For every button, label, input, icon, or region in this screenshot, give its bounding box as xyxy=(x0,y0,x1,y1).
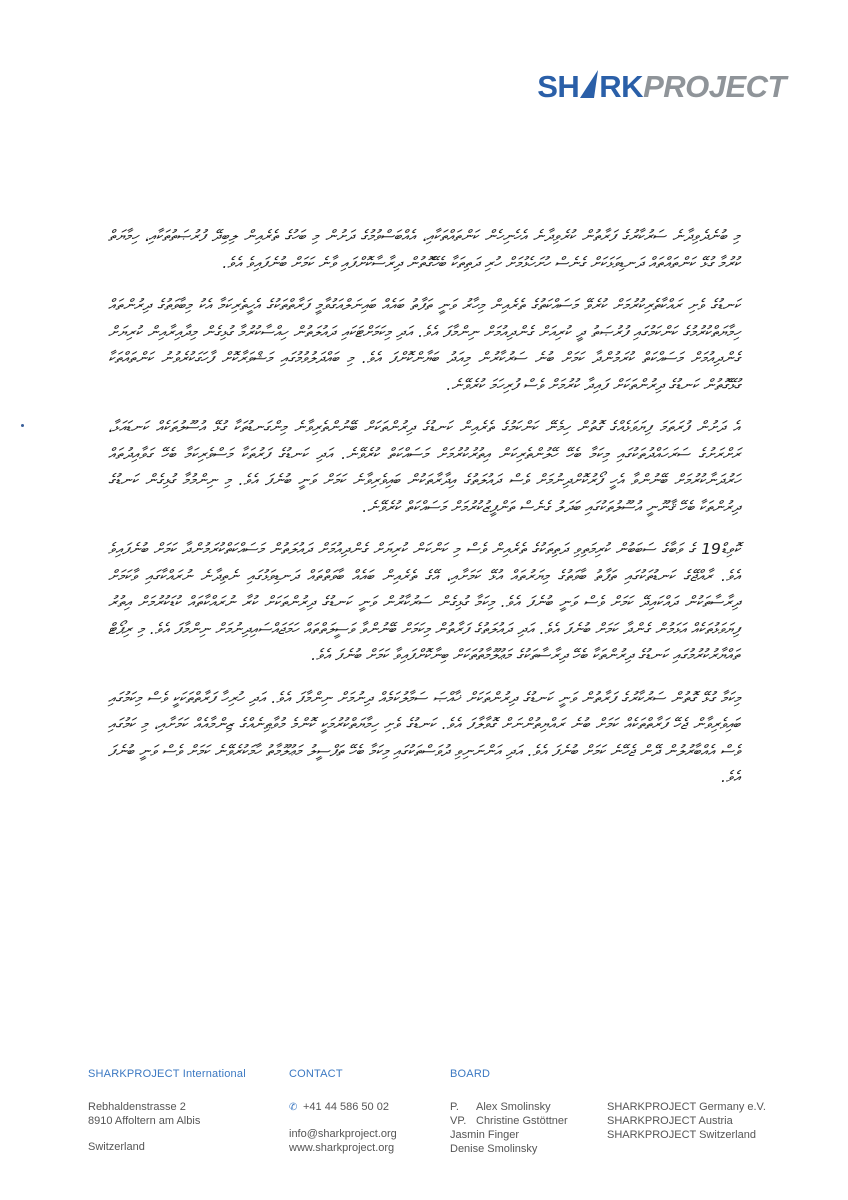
sharkproject-logo xyxy=(537,66,786,104)
paragraph: އެ ދަށުން ފުރަތަމަ ފިޔަވަޅެއްގެ ގޮތުން ހިމެނޭ ކަންކަމުގެ ތެރެއިން ކަނޑުގެ ދިރުންތަކަށް ބޭނުންތެރިވާނެ މިންގަނޑުތަކާ ގުޅޭ އުސޫލުތަކެއް ކަނޑައަޅާ، ރަށްރަށުގެ ސަރަހައްދުތަކުގައި މިކަމާ ބެހޭ ހޭލުންތެރިކަން އިތުރުކުރުމަށް މަސައްކަތް ކުރެވޭނެ. އަދި ކަނޑުގެ ފަރުތަކާ މަސްވެރިކަމާ ބެހޭ ގަވާއިދުތައް ހަރުދަނާކުރުމަށް ބޭނުންވާ އެހީ ފޯރުކޮށްދިނުމަށް ވެސް ދައުލަތުގެ އިދާރާތަކުން ބައިވެރިވާނެ ކަމަށް ވަނީ ބުނެފަ އެވެ. މި ނިންމުމާ ގުޅިގެން ކަނޑުގެ ދިރުންތަކާ ބެހޭ ޤާނޫނީ އުސޫލުތަކުގައި ބަދަލު ގެނެސް ތަންފީޒުކުރުމަށް މަސައްކަތް ކުރެވޭނެ. xyxy=(108,418,740,516)
footer-board-heading: BOARD xyxy=(450,1068,491,1080)
footer-contact-column xyxy=(289,1068,397,1155)
paragraph: ކަނޑުގެ ވެށި ރައްކާތެރިކުރުމަށް ކުރެވޭ މަސައްކަތުގެ ތެރެއިން މިހާރު ވަނީ ތަފާތު ބައެއް ބައިނަލްއަގުވާމީ ފަރާތްތަކުގެ އެހީތެރިކަމާ އެކު މިބާވަތުގެ ދިރުންތައް ހިމާޔަތްކުރުމުގެ ކަންކަމުގައި ފުރުޞަތު ދީ ކުރިއަށް ގެންދިއުމަށް ނިންމާފަ އެވެ. އަދި މިކަމަށްޓަކައި ދައުލަތުން ހިއްސާކުރުމާ ގުޅިގެން މިދާއިރާއިން ކުރިޔަށް ގެންދިއުމަށް މަސައްކަތް ކުރަމުންދާ ކަމަށް ބުނެ ސަރުކާރުން މިއަދު ބަޔާންކޮށްފަ އެވެ. މި ބައްދަލުވުމުގައި މަޝްވަރާކޮށް ފާހަގަކުރެވުނު ކަންތައްތަކާ ގުޅޭގޮތުން ކަނޑުގެ ދިރުންތަކަށް ފައިދާ ކުރުމަށް ވެސް ފުރިހަމަ ކުރެވޭނެ. xyxy=(108,296,740,394)
logo-text-rk: RK xyxy=(599,68,644,104)
board-name: Christine Gstöttner xyxy=(476,1115,568,1127)
logo-text-sh: SH xyxy=(537,68,580,104)
board-member xyxy=(450,1100,568,1114)
board-name: Denise Smolinsky xyxy=(450,1143,538,1155)
board-member xyxy=(450,1142,568,1156)
footer-chapters-column xyxy=(607,1068,766,1142)
footer-board-column xyxy=(450,1068,568,1156)
contact-website-link[interactable]: www.sharkproject.org xyxy=(289,1142,395,1154)
footer-international-heading: SHARKPROJECT International xyxy=(88,1068,246,1080)
letter-body xyxy=(108,223,740,807)
address-street: Rebhaldenstrasse 2 xyxy=(88,1101,186,1113)
board-role: VP. xyxy=(450,1115,467,1127)
contact-phone-link[interactable]: +41 44 586 50 02 xyxy=(303,1101,389,1113)
contact-phone-row xyxy=(289,1100,397,1115)
board-name: Alex Smolinsky xyxy=(476,1101,551,1113)
chapter-germany: SHARKPROJECT Germany e.V. xyxy=(607,1101,766,1113)
margin-dot xyxy=(21,424,24,427)
phone-icon: ✆ xyxy=(289,1102,298,1113)
chapter-switzerland: SHARKPROJECT Switzerland xyxy=(607,1129,756,1141)
contact-email-link[interactable]: info@sharkproject.org xyxy=(289,1128,397,1140)
footer-address-column xyxy=(88,1068,246,1154)
board-member xyxy=(450,1114,568,1128)
logo-text-project: PROJECT xyxy=(643,68,786,104)
board-member xyxy=(450,1128,568,1142)
paragraph: މިކަމާ ގުޅޭ ގޮތުން ސަރުކާރުގެ ފަރާތުން ވަނީ ކަނޑުގެ ދިރުންތަކަށް ޚާއްޞަ ސަމާލުކަމެއް ދިނުމަށް ނިންމާފަ އެވެ. އަދި ހުރިހާ ފަރާތްތަކަކީ ވެސް މިކަމުގައި ބައިވެރިވާން ޖެހޭ ފަރާތްތަކެއް ކަމަށް ބުނެ ރައްޔިތުންނަށް ގޮވާލާފަ އެވެ. ކަނޑުގެ ވެށި ހިމާޔަތްކުރުމަކީ ކޮންމެ މުވާޠިނެއްގެ ޒިންމާއެއް ކަމަށާއި، މި ކަމުގައި ވެސް އެއްބާރުލުން ދޭން ޖެހޭނެ ކަމަށް ބުނެފަ އެވެ. އަދި އަންނަނިވި ދުވަސްތަކުގައި މިކަމާ ބެހޭ ތަފްސީލު މަޢުލޫމާތު ހާމަކުރެވޭނެ ކަމަށް ވެސް ވަނީ ބުނެފަ އެވެ. xyxy=(108,688,740,786)
address-city: 8910 Affoltern am Albis xyxy=(88,1115,201,1127)
board-name: Jasmin Finger xyxy=(450,1129,520,1141)
paragraph: މި ބުނެދެވިދާނެ ސަރުކާރުގެ ފަރާތުން ކުރެވިދާނެ އެހެނިހެން ކަންތައްތަކާއި، އެއްބަސްވުމުގެ ދަށުން މި ބަހުގެ ތެރެއިން ލިބިދޭ ފުރުޞަތުތަކާއި، ހިމާޔަތް ކުރުމާ ގުޅޭ ކަންތައްތައް ދަނޑިވަޅަކަށް ގެނެސް ހުށަހެޅުމަށް ހުރި ދަތިތަކާ ބެހޭގޮތުން ދިރާސާކޮށްފައި ވާނެ ކަމަށް ބުނެފައިވެ އެވެ. xyxy=(108,227,740,272)
shark-fin-icon xyxy=(578,69,600,99)
address-country: Switzerland xyxy=(88,1141,145,1153)
footer-contact-heading: CONTACT xyxy=(289,1068,343,1080)
paragraph: ކޮވިޑް19 ގެ ވަބާގެ ސަބަބުން ކުރިމަތިވި ދަތިތަކުގެ ތެރެއިން ވެސް މި ކަންކަން ކުރިޔަށް ގެންދިއުމަށް ދައުލަތުން މަސައްކަތްކުރަމުންދާ ކަމަށް ބުނެފައިވެ އެވެ. ރާއްޖޭގެ ކަނޑުތަކުގައި ތަފާތު ބާވަތުގެ މިޔަރުތައް އުޅޭ ކަމަށާއި، އޭގެ ތެރެއިން ބައެއް ބާވަތްތައް ދަނޑިވަޅުގައި ނެތިދާނެ ނުރައްކާގައި ވާކަމަށް ދިރާސާތަކުން ދައްކައިދޭ ކަމަށް ވެސް ވަނީ ބުނެފަ އެވެ. މިކަމާ ގުޅިގެން ސަރުކާރުން ވަނީ ކަނޑުގެ ދިރުންތަކަށް ކުރާ ނުރައްކާތައް ކުޑަކުރުމަށް އިތުރު ފިޔަވަޅުތަކެއް އަޅަމުން ގެންދާ ކަމަށް ބުނެފަ އެވެ. އަދި ދައުލަތުގެ ފަރާތުން މިކަމަށް ބޭނުންވާ ވަސީލަތްތައް ހަމަޖައްސައިދިނުމަށް ނިންމާފަ އެވެ. މި ރިޕޯޓް ތައްޔާރުކުރުމުގައި ކަނޑުގެ ދިރުންތަކާ ބެހޭ ދިރާސާތަކުގެ މަޢުލޫމާތުތަކަށް ބިނާކޮށްފައިވާ ކަމަށް ބުނެފަ އެވެ. xyxy=(108,540,740,664)
chapter-austria: SHARKPROJECT Austria xyxy=(607,1115,733,1127)
board-role: P. xyxy=(450,1101,459,1113)
